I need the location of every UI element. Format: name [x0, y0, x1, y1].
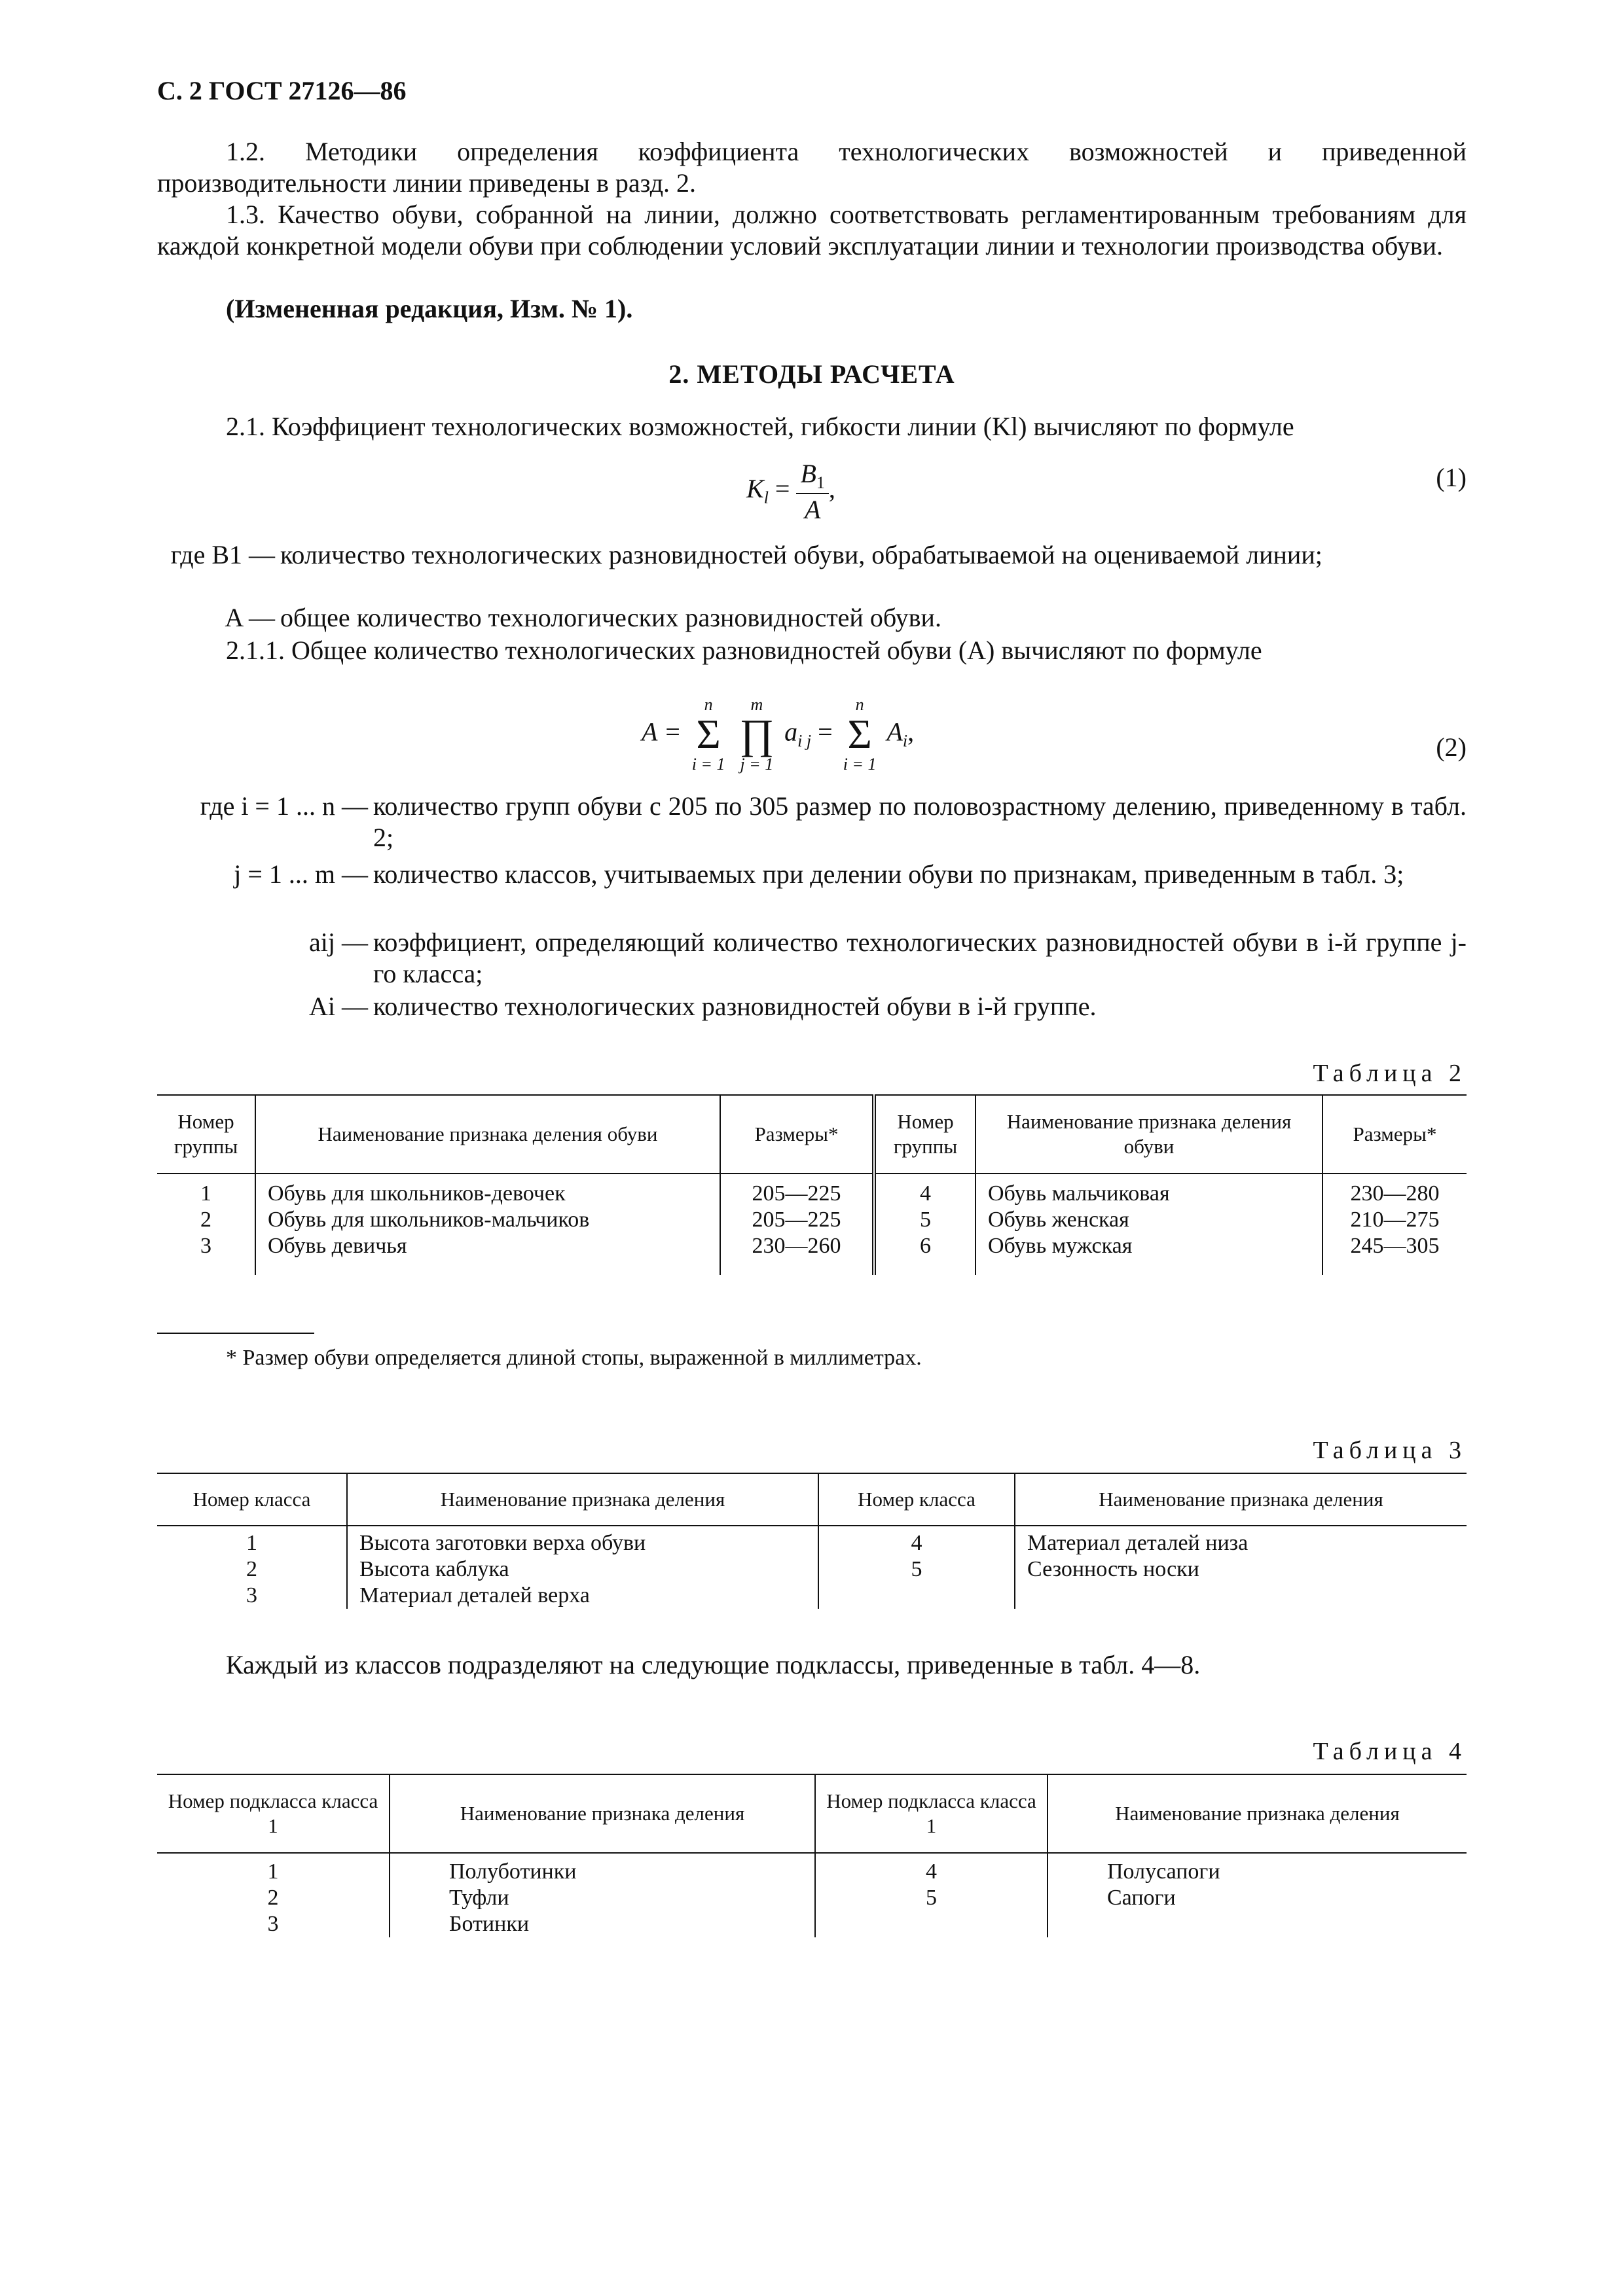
sigma-icon: Σ: [847, 711, 872, 757]
table-4-header: Номер подкласса класса 1: [815, 1774, 1048, 1853]
formula-1-numerator-sub: 1: [816, 473, 825, 492]
where-1-def-b1: количество технологических разновидностей обуви, обрабатываемой на оцениваемой линии;: [280, 540, 1322, 569]
table-row: [157, 1885, 1467, 1911]
formula-2-sum-1: [692, 695, 725, 774]
product-lower: j = 1: [740, 755, 774, 774]
sum-2-lower: i = 1: [843, 755, 877, 774]
where-2-term-i: где i = 1 ... n —: [200, 791, 368, 821]
table-cell: 210—275: [1322, 1207, 1467, 1233]
where-2-def-aij: коэффициент, определяющий количество технологических разновидностей обуви в i-й группе j-го класса;: [373, 927, 1467, 988]
table-2-header: Размеры*: [720, 1095, 874, 1174]
sigma-icon: Σ: [696, 711, 721, 757]
where-1-def-a: общее количество технологических разновидностей обуви.: [280, 603, 941, 632]
table-row: [157, 1911, 1467, 1937]
table-cell: [818, 1583, 1015, 1609]
formula-2-A: A: [886, 717, 903, 747]
table-row: [157, 1207, 1467, 1233]
where-1-term-b1: где B1 —: [170, 540, 275, 569]
where-2-def-i: количество групп обуви с 205 по 305 размер по половозрастному делению, приведенному в табл. 2;: [373, 791, 1467, 852]
where-2-term-j: j = 1 ... m —: [234, 859, 368, 889]
table-cell: Обувь для школьников-девочек: [255, 1174, 720, 1207]
table-cell: Сапоги: [1048, 1885, 1467, 1911]
table-4-header: Номер подкласса класса 1: [157, 1774, 390, 1853]
table-cell: [1015, 1583, 1467, 1609]
where-2-term-aij: aij —: [309, 927, 368, 957]
page-header: С. 2 ГОСТ 27126—86: [157, 76, 407, 105]
table-cell: Высота заготовки верха обуви: [347, 1526, 818, 1556]
formula-2-lhs: A =: [642, 717, 682, 747]
table-cell: 205—225: [720, 1207, 874, 1233]
formula-1-fraction: [796, 458, 828, 525]
paragraph-1-2: 1.2. Методики определения коэффициента технологических возможностей и приведенной производительности линии приведены в разд. 2.: [157, 137, 1467, 198]
table-cell: 4: [874, 1174, 976, 1207]
table-cell: 3: [246, 1583, 257, 1607]
table-cell: Обувь для школьников-мальчиков: [255, 1207, 720, 1233]
formula-1-denominator: A: [804, 495, 821, 524]
table-row: [157, 1853, 1467, 1885]
table-2-caption: Таблица 2: [1313, 1060, 1467, 1087]
table-row: [157, 1174, 1467, 1207]
table-4: [157, 1774, 1467, 1937]
formula-2-A-sub: i: [902, 731, 908, 751]
table-2-header: Наименование признака деления обуви: [255, 1095, 720, 1174]
table-cell: Материал деталей низа: [1015, 1526, 1467, 1556]
product-upper: m: [750, 695, 763, 714]
table-cell: Ботинки: [390, 1911, 815, 1937]
table-3-header: Номер класса: [157, 1473, 347, 1526]
table-cell: 4: [818, 1526, 1015, 1556]
table-cell: [1048, 1911, 1467, 1937]
table-cell: 2: [246, 1557, 257, 1581]
formula-2-a-sub: i j: [797, 731, 812, 751]
footnote: * Размер обуви определяется длиной стопы, выраженной в миллиметрах.: [226, 1346, 922, 1370]
table-cell: Обувь мальчиковая: [976, 1174, 1322, 1207]
table-cell: 5: [818, 1556, 1015, 1583]
table-cell: Материал деталей верха: [347, 1583, 818, 1609]
where-1-term-a: A —: [225, 603, 275, 632]
table-cell: Обувь мужская: [976, 1233, 1322, 1275]
table-2-header: Номер группы: [157, 1095, 255, 1174]
table-2-header: Размеры*: [1322, 1095, 1467, 1174]
paragraph-2-1-1: 2.1.1. Общее количество технологических разновидностей обуви (A) вычисляют по формуле: [226, 636, 1262, 665]
table-cell: Сезонность носки: [1015, 1556, 1467, 1583]
sum-1-lower: i = 1: [691, 755, 725, 774]
table-row: [157, 1583, 1467, 1609]
paragraph-2-1: 2.1. Коэффициент технологических возможностей, гибкости линии (Kl) вычисляют по формуле: [226, 412, 1294, 441]
table-3-header: Номер класса: [818, 1473, 1015, 1526]
formula-2-a: a: [784, 717, 798, 747]
formula-2-number: (2): [1436, 732, 1467, 762]
formula-1-lhs: K: [746, 474, 764, 504]
table-3-header: Наименование признака деления: [347, 1473, 818, 1526]
formula-2-sum-2: [843, 695, 877, 774]
where-2-def-j: количество классов, учитываемых при делении обуви по признакам, приведенным в табл. 3;: [373, 859, 1404, 889]
formula-2-equals: =: [818, 717, 833, 747]
table-cell: Полуботинки: [390, 1853, 815, 1885]
where-list-1: [157, 539, 1467, 605]
table-cell: Высота каблука: [347, 1556, 818, 1583]
table-cell: 3: [200, 1234, 211, 1258]
formula-1-lhs-sub: l: [763, 488, 769, 508]
table-row: [157, 1526, 1467, 1556]
table-3-caption: Таблица 3: [1313, 1437, 1467, 1464]
table-cell: 6: [874, 1233, 976, 1275]
table-cell: Туфли: [390, 1885, 815, 1911]
table-2-header: Наименование признака деления обуви: [976, 1095, 1322, 1174]
formula-2: [642, 695, 914, 774]
table-cell: 1: [246, 1531, 257, 1555]
sum-1-upper: n: [704, 695, 713, 714]
table-row: [157, 1556, 1467, 1583]
sum-2-upper: n: [855, 695, 864, 714]
section-title: 2. МЕТОДЫ РАСЧЕТА: [668, 359, 955, 389]
table-cell: 2: [267, 1886, 279, 1910]
table-cell: 230—260: [720, 1233, 874, 1275]
formula-1-numerator: B: [800, 459, 816, 488]
formula-2-product: [739, 695, 774, 774]
paragraph-1-3: 1.3. Качество обуви, собранной на линии, должно соответствовать регламентированным требованиям для каждой конкретной модели обуви при соблюдении условий эксплуатации линии и технологии производства обуви.: [157, 200, 1467, 260]
table-cell: Полусапоги: [1048, 1853, 1467, 1885]
formula-1-number: (1): [1436, 463, 1467, 492]
table-cell: Обувь женская: [976, 1207, 1322, 1233]
table-cell: 245—305: [1322, 1233, 1467, 1275]
where-list-1b: [157, 602, 1467, 635]
table-3-header: Наименование признака деления: [1015, 1473, 1467, 1526]
table-2-header: Номер группы: [874, 1095, 976, 1174]
pi-icon: ∏: [739, 711, 775, 757]
formula-2-tail: ,: [907, 717, 915, 747]
where-list-2: [157, 791, 1467, 1111]
table-cell: Обувь девичья: [255, 1233, 720, 1275]
table-cell: 5: [815, 1885, 1048, 1911]
table-cell: 230—280: [1322, 1174, 1467, 1207]
table-2: [157, 1094, 1467, 1275]
table-cell: 205—225: [720, 1174, 874, 1207]
table-cell: 3: [267, 1912, 279, 1936]
formula-1: $K_l$ = $\frac{B_1}{A}$ ,: [746, 459, 835, 524]
table-4-header: Наименование признака деления: [390, 1774, 815, 1853]
table-cell: 4: [815, 1853, 1048, 1885]
table-3: [157, 1473, 1467, 1609]
subclass-paragraph: Каждый из классов подразделяют на следующие подклассы, приведенные в табл. 4—8.: [226, 1650, 1201, 1679]
formula-1-tail: ,: [828, 474, 835, 504]
amendment-note: (Измененная редакция, Изм. № 1).: [226, 294, 633, 323]
table-cell: [815, 1911, 1048, 1937]
table-cell: 1: [200, 1181, 211, 1206]
table-4-header: Наименование признака деления: [1048, 1774, 1467, 1853]
footnote-rule: [157, 1333, 314, 1334]
table-cell: 5: [874, 1207, 976, 1233]
where-2-term-ai: Ai —: [309, 992, 368, 1021]
table-cell: 2: [200, 1208, 211, 1232]
table-cell: 1: [267, 1859, 279, 1884]
table-row: [157, 1233, 1467, 1275]
table-4-caption: Таблица 4: [1313, 1738, 1467, 1765]
where-2-def-ai: количество технологических разновидностей обуви в i-й группе.: [373, 992, 1097, 1021]
